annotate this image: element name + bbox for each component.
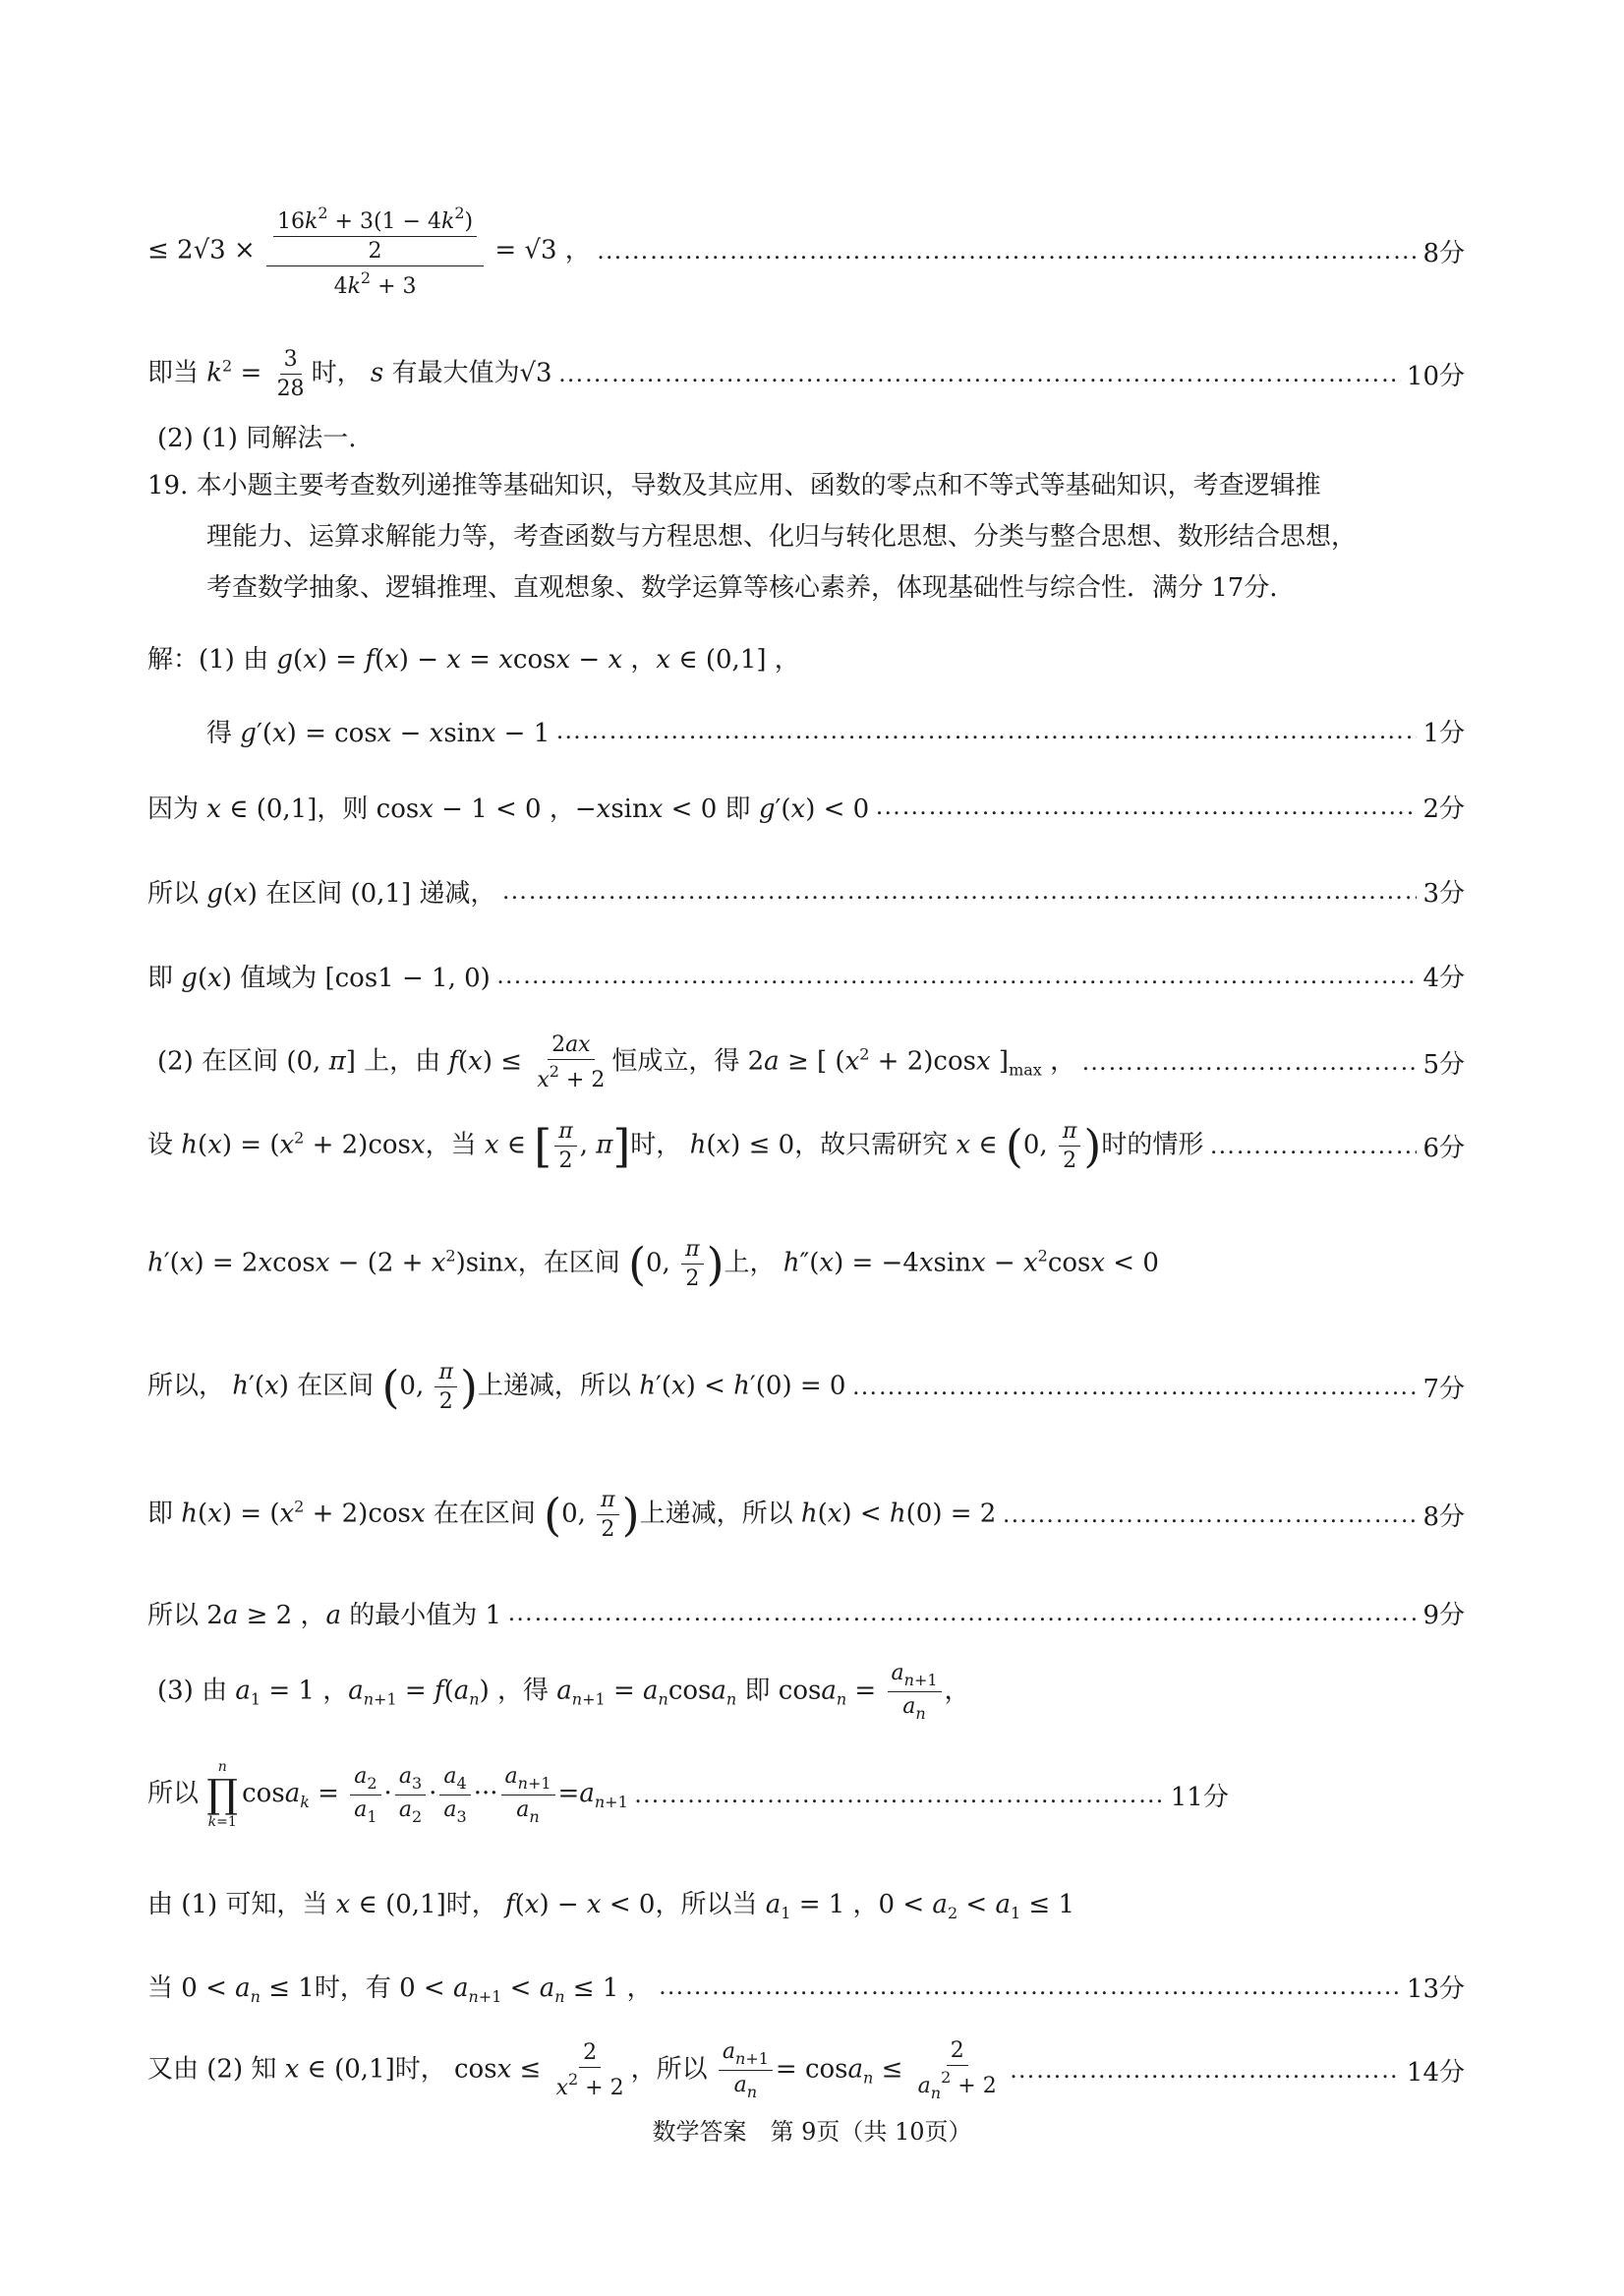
line-part2-intro: (2) 在区间 (0, π] 上，由 f(x) ≤ $\frac{2ax}{x^2 + 2}$ 恒成立，得 2a ≥ [ $(x^2 + 2)\cos x$ ]$_{max}$ ， ………………………………………………………………………………………………………………………………………………………………………………………………………………………………………… 5分: [157, 1028, 1465, 1096]
line-product: 所以 n ∏ k=1 cosa$_k$ = $\frac{a_2}{a_1}$ · $\frac{a_3}{a_2}$ · $\frac{a_4}{a_3}$ ··· $\frac{a_{n+1}}{a_n}$ $=a_{n+1}$ ………………………………………………………………………………………………………………………………………………………………………………………………………………………………………… 11分: [147, 1745, 1465, 1844]
dot-leader: [558, 359, 1401, 388]
score-2: 2分: [1422, 794, 1465, 824]
dot-leader: [875, 792, 1417, 821]
line-from-1: 由 (1) 可知，当 x ∈ (0,1]时， f(x) − x < 0，所以当 $a_1 = 1$ ，$0 < a_2 < a_1 \le 1$: [147, 1889, 1075, 1922]
q19-line-3: 考查数学抽象、逻辑推理、直观想象、数学运算等核心素养，体现基础性与综合性．满分 17分．: [206, 572, 1296, 603]
line-h-prime: $h'(x) = 2xcosx - (2 + x^2)\sin x$，在区间 (0, $\frac{\pi}{2}$ )上， $h''(x) = -4xsinx - x^2\cos x < 0$: [147, 1236, 1159, 1291]
score-7: 7分: [1422, 1374, 1465, 1404]
score-9: 9分: [1422, 1600, 1465, 1630]
line-part3-intro: (3) 由 $a_1 = 1$ ，$a_{n+1} = f(a_n)$ ，得 $a_{n+1} = a_n\cos a_n$ 即 cosa$_n$ = $\frac{a_{n+1}}{a_n}$ ，: [157, 1660, 970, 1723]
line-decreasing: 所以 g(x) 在区间 (0,1] 递减， ………………………………………………………………………………………………………………………………………………………………………………………………………………………………………… 3分: [147, 861, 1465, 920]
score-3: 3分: [1422, 878, 1465, 909]
dot-leader: [507, 1598, 1417, 1627]
line-part2-same: (2) (1) 同解法一.: [157, 423, 357, 453]
line-also-2: 又由 (2) 知 x ∈ (0,1]时， cosx ≤ $\frac{2}{x^2 + 2}$ ，所以 $\frac{a_{n+1}}{a_n}$ = cosa$_n$ ≤ $\frac{2}{a_n^2 + 2}$ ………………………………………………………………………………………………………………………………………………………………………………………………………………………………………… 14分: [147, 2031, 1465, 2109]
score-8b: 8分: [1422, 1501, 1465, 1532]
line-let-h: 设 $h(x) = (x^2 + 2)\cos x$，当 x ∈ [ $\frac{\pi}{2}$ , π]时， h(x) ≤ 0，故只需研究 x ∈ (0, $\frac{\pi}{2}$ )时的情形 ………………………………………………………………………………………………………………………………………………………………………………………………………………………………………… 6分: [147, 1106, 1465, 1185]
line-solution-1: 解：(1) 由 g(x) = f(x) − x = xcosx − x ，x ∈ (0,1] ，: [147, 644, 800, 675]
line-because: 因为 x ∈ (0,1]，则 cosx − 1 < 0 ，−xsinx < 0 即 g′(x) < 0 ………………………………………………………………………………………………………………………………………………………………………………………………………………………………………… 2分: [147, 777, 1465, 836]
page-footer: 数学答案 第 9页（共 10页）: [652, 2118, 972, 2146]
q19-line-2: 理能力、运算求解能力等，考查函数与方程思想、化归与转化思想、分类与整合思想、数形结合思想，: [206, 521, 1358, 552]
score-11: 11分: [1170, 1782, 1229, 1812]
score-10: 10分: [1406, 361, 1465, 391]
expr-bound: ≤ 2√3 × $\frac{\frac{16k^2 + 3(1 - 4k^2)}{2}}{4k^2 + 3}$ = √3 ，: [147, 203, 591, 299]
line-range: 即 g(x) 值域为 [cos1 − 1, 0) ………………………………………………………………………………………………………………………………………………………………………………………………………………………………………… 4分: [147, 946, 1465, 1005]
line-h-dec: 即 $h(x) = (x^2 + 2)\cos x$ 在在区间 (0, $\frac{\pi}{2}$ )上递减，所以 h(x) < h(0) = 2 ………………………………………………………………………………………………………………………………………………………………………………………………………………………………………… 8分: [147, 1470, 1465, 1559]
score-8: 8分: [1422, 238, 1465, 268]
dot-leader: [1209, 1131, 1417, 1160]
dot-leader: [1081, 1047, 1417, 1077]
score-6: 6分: [1422, 1133, 1465, 1163]
dot-leader: [496, 961, 1418, 990]
line-h-prime-dec: 所以， h′(x) 在区间 (0, $\frac{\pi}{2}$ )上递减，所以 h′(x) < h′(0) = 0 ………………………………………………………………………………………………………………………………………………………………………………………………………………………………………… 7分: [147, 1342, 1465, 1431]
dot-leader: [501, 876, 1417, 906]
score-1: 1分: [1422, 718, 1465, 748]
q19-line-1: 19. 本小题主要考查数列递推等基础知识，导数及其应用、函数的零点和不等式等基础知识，考查逻辑推: [147, 470, 1321, 500]
dot-leader: [851, 1372, 1417, 1401]
score-14: 14分: [1406, 2057, 1465, 2088]
line-when-an: 当 $0 < a_n \le 1$时，有 $0 < a_{n+1} < a_n \le 1$ ， ………………………………………………………………………………………………………………………………………………………………………………………………………………………………………… 13分: [147, 1957, 1465, 2016]
line-inequality-max: [147, 172, 1465, 329]
score-13: 13分: [1406, 1973, 1465, 2004]
dot-leader: [555, 716, 1417, 745]
line-min-a: 所以 2a ≥ 2 ，a 的最小值为 1 ………………………………………………………………………………………………………………………………………………………………………………………………………………………………………… 9分: [147, 1583, 1465, 1642]
dot-leader: [634, 1780, 1165, 1809]
dot-leader: [1010, 2055, 1401, 2085]
score-5: 5分: [1422, 1049, 1465, 1080]
dot-leader: [597, 236, 1418, 265]
dot-leader: [1002, 1500, 1417, 1529]
dot-leader: [659, 1972, 1401, 2001]
line-max-condition: 即当 $k^2$ = $\frac{3}{28}$ 时， s 有最大值为√3 ………………………………………………………………………………………………………………………………………………………………………………………………………………………………………… 10分: [147, 339, 1465, 408]
line-derivative-g: 得 g′(x) = cosx − xsinx − 1 ………………………………………………………………………………………………………………………………………………………………………………………………………………………………………… 1分: [206, 701, 1465, 760]
score-4: 4分: [1422, 963, 1465, 993]
